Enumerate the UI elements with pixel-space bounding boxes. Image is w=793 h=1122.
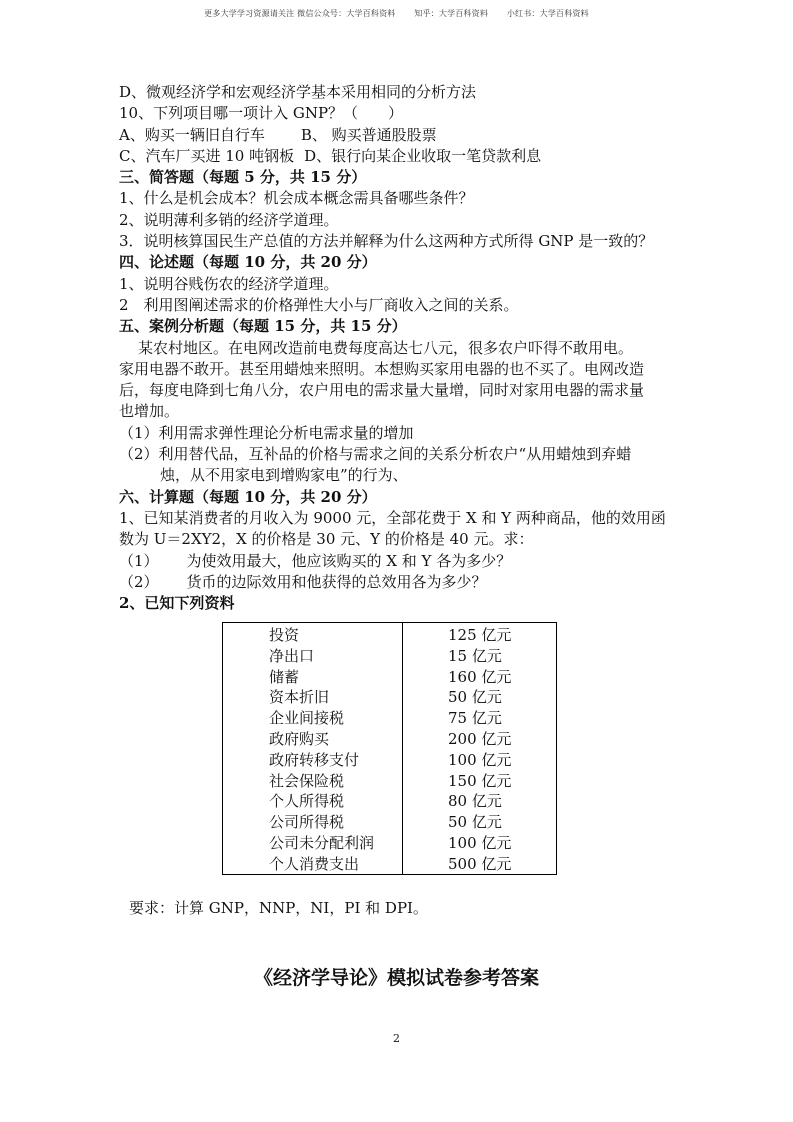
question-4-2: 2 利用图阐述需求的价格弹性大小与厂商收入之间的关系。: [119, 295, 519, 314]
page-number: 2: [393, 1032, 400, 1045]
row-value: 125 亿元: [448, 626, 512, 644]
row-item: 社会保险税: [269, 771, 345, 790]
case-question-2: （2）利用替代品，互补品的价格与需求之间的关系分析农户“从用蜡烛到弃蜡: [119, 445, 632, 464]
row-item: 政府购买: [269, 730, 330, 748]
header-zhihu: 知乎：大学百科资料: [414, 9, 489, 18]
row-item: 公司所得税: [269, 813, 345, 832]
table-row: [223, 708, 556, 729]
case-question-1: （1）利用需求弹性理论分析电需求量的增加: [119, 423, 414, 442]
question-3-3: 3．说明核算国民生产总值的方法并解释为什么这两种方式所得 GNP 是一致的？: [119, 232, 654, 251]
calc-1-line-1: 1、已知某消费者的月收入为 9000 元，全部花费于 X 和 Y 两种商品，他的效用函: [119, 508, 666, 527]
question-10: 10、下列项目哪一项计入 GNP？（ ）: [119, 104, 404, 123]
calc-1-sub-1: [119, 551, 679, 572]
case-question-2-cont: 烛，从不用家电到增购家电”的行为、: [160, 466, 408, 485]
row-value: 200 亿元: [448, 730, 512, 748]
section-6-heading: 六、计算题（每题 10 分，共 20 分）: [119, 487, 377, 506]
case-text-line-1: 某农村地区。在电网改造前电费每度高达七八元，很多农户吓得不敢用电。: [138, 338, 634, 357]
option-b: B、 购买普通股股票: [300, 125, 437, 144]
economic-data-table: [222, 622, 557, 875]
calc-1-line-2: 数为 U＝2XY2，X 的价格是 30 元、Y 的价格是 40 元。求：: [119, 530, 534, 549]
option-d-line: D、微观经济学和宏观经济学基本采用相同的分析方法: [119, 83, 477, 101]
row-item: 资本折旧: [269, 688, 330, 707]
table-row: [223, 750, 556, 771]
sub-2-text: 货币的边际效用和他获得的总效用各为多少？: [186, 572, 487, 591]
row-value: 500 亿元: [448, 854, 512, 873]
row-item: 净出口: [269, 646, 315, 665]
sub-2-number: （2）: [119, 572, 159, 591]
page-header: [0, 8, 793, 19]
table-row: [223, 791, 556, 812]
answer-key-title: 《经济学导论》模拟试卷参考答案: [253, 967, 539, 989]
row-value: 100 亿元: [448, 750, 512, 769]
option-c: C、汽车厂买进 10 吨钢板: [119, 146, 295, 165]
row-item: 个人消费支出: [269, 854, 360, 873]
sub-1-number: （1）: [119, 551, 159, 570]
row-item: 个人所得税: [269, 792, 345, 811]
row-value: 100 亿元: [448, 834, 512, 852]
row-value: 75 亿元: [448, 709, 502, 728]
table-row: [223, 729, 556, 750]
row-item: 投资: [269, 626, 300, 644]
table-row: [223, 687, 556, 708]
row-value: 50 亿元: [448, 688, 502, 707]
row-value: 150 亿元: [448, 771, 512, 790]
options-ab: [119, 125, 679, 146]
row-value: 15 亿元: [448, 646, 502, 665]
case-text-line-2: 家用电器不敢开。甚至用蜡烛来照明。本想购买家用电器的也不买了。电网改造: [119, 359, 645, 378]
section-5-heading: 五、案例分析题（每题 15 分，共 15 分）: [119, 317, 407, 336]
row-item: 政府转移支付: [269, 750, 360, 769]
section-4-heading: 四、论述题（每题 10 分，共 20 分）: [119, 253, 377, 272]
table-row: [223, 854, 556, 875]
table-row: [223, 625, 556, 646]
table-row: [223, 771, 556, 792]
question-3-1: 1、什么是机会成本？机会成本概念需具备哪些条件？: [119, 189, 474, 208]
case-text-line-3: 后，每度电降到七角八分，农户用电的需求量大量增，同时对家用电器的需求量: [119, 381, 645, 400]
question-3-2: 2、说明薄利多销的经济学道理。: [119, 210, 339, 229]
option-a: A、购买一辆旧自行车: [119, 125, 265, 144]
table-row: [223, 667, 556, 688]
row-item: 储蓄: [269, 667, 300, 686]
row-value: 80 亿元: [448, 792, 502, 811]
row-item: 企业间接税: [269, 709, 345, 728]
calc-1-sub-2: [119, 572, 679, 593]
option-d: D、银行向某企业收取一笔贷款利息: [304, 146, 542, 165]
calc-2-heading: 2、已知下列资料: [119, 594, 235, 613]
header-xiaohongshu: 小红书：大学百科资料: [506, 9, 589, 18]
row-value: 50 亿元: [448, 813, 502, 832]
section-3-heading: 三、简答题（每题 5 分，共 15 分）: [119, 168, 367, 187]
table-row: [223, 812, 556, 833]
header-wechat: 更多大学学习资源请关注 微信公众号：大学百科资料: [204, 9, 396, 18]
options-cd: [119, 146, 679, 167]
row-item: 公司未分配利润: [269, 834, 375, 852]
calculation-requirement: 要求：计算 GNP，NNP，NI，PI 和 DPI。: [129, 899, 428, 917]
exam-content: [119, 82, 679, 614]
table-row: [223, 646, 556, 667]
row-value: 160 亿元: [448, 667, 512, 686]
case-text-line-4: 也增加。: [119, 402, 180, 421]
table-row: [223, 833, 556, 854]
question-4-1: 1、说明谷贱伤农的经济学道理。: [119, 274, 339, 293]
sub-1-text: 为使效用最大，他应该购买的 X 和 Y 各为多少？: [186, 551, 512, 570]
